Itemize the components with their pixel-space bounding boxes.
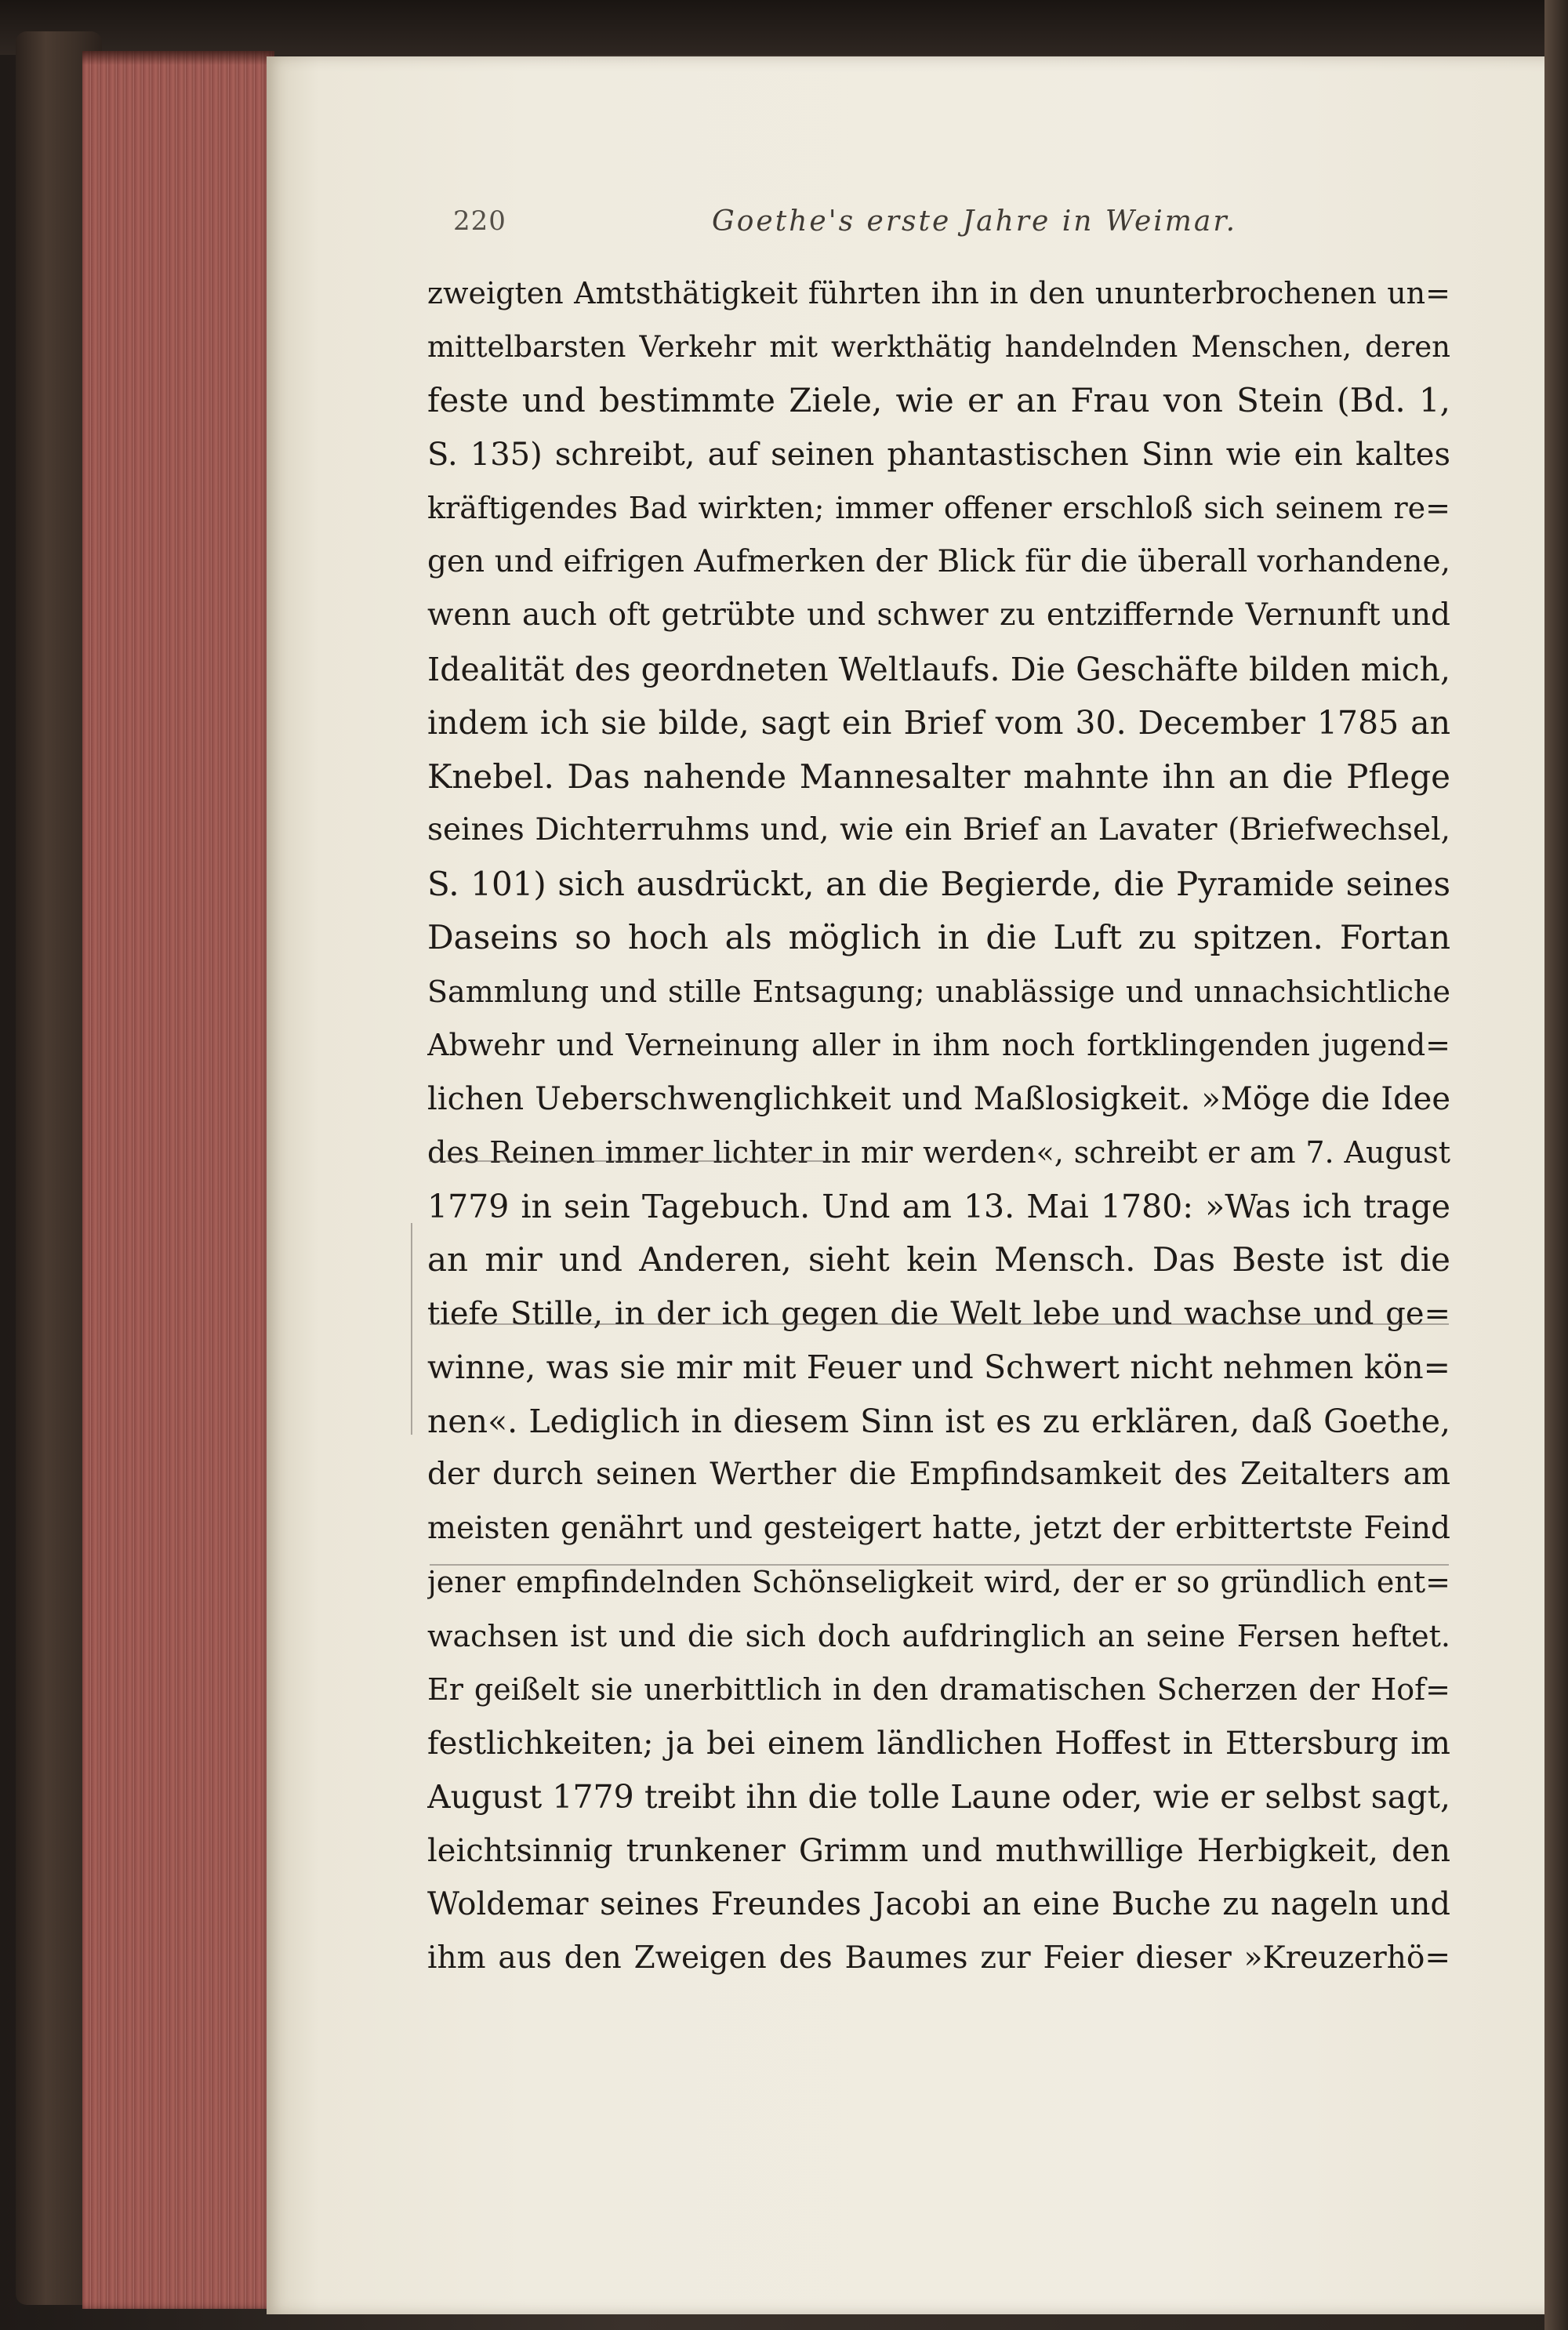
text-line: Woldemar seines Freundes Jacobi an eine Buche zu nageln und (427, 1886, 1450, 1922)
text-line: winne, was sie mir mit Feuer und Schwert nicht nehmen kön= (427, 1348, 1450, 1386)
page-header (453, 205, 1245, 252)
text-line: mittelbarsten Verkehr mit werkthätig handelnden Menschen, deren (427, 329, 1450, 364)
body-text (427, 267, 1450, 1985)
page-fore-edge (82, 51, 274, 2309)
text-line: nen«. Lediglich in diesem Sinn ist es zu erklären, daß Goethe, (427, 1402, 1450, 1440)
text-line: festlichkeiten; ja bei einem ländlichen Hoffest in Ettersburg im (427, 1725, 1450, 1762)
text-line: S. 135) schreibt, auf seinen phantastischen Sinn wie ein kaltes (427, 436, 1450, 473)
running-title: Goethe's erste Jahre in Weimar. (712, 205, 1238, 238)
text-line: meisten genährt und gesteigert hatte, jetzt der erbittertste Feind (427, 1510, 1450, 1546)
text-line: jener empfindelnden Schönseligkeit wird, der er so gründlich ent= (427, 1565, 1450, 1599)
text-line: Sammlung und stille Entsagung; unablässige und unnachsichtliche (427, 974, 1450, 1009)
text-line: Daseins so hoch als möglich in die Luft zu spitzen. Fortan (427, 918, 1450, 956)
text-line: indem ich sie bilde, sagt ein Brief vom 30. December 1785 an (427, 704, 1450, 742)
text-line: lichen Ueberschwenglichkeit und Maßlosigkeit. »Möge die Idee (427, 1080, 1450, 1117)
text-line: Idealität des geordneten Weltlaufs. Die Geschäfte bilden mich, (427, 650, 1450, 688)
text-line: feste und bestimmte Ziele, wie er an Frau von Stein (Bd. 1, (427, 381, 1450, 419)
pencil-underline (430, 1323, 1449, 1325)
text-line: leichtsinnig trunkener Grimm und muthwillige Herbigkeit, den (427, 1832, 1450, 1869)
page-number: 220 (453, 205, 506, 237)
text-line: August 1779 treibt ihn die tolle Laune oder, wie er selbst sagt, (427, 1778, 1450, 1816)
pencil-underline (430, 1564, 1449, 1566)
pencil-margin-bracket (411, 1223, 412, 1435)
text-line: Knebel. Das nahende Mannesalter mahnte ihn an die Pflege (427, 757, 1450, 796)
text-line: wenn auch oft getrübte und schwer zu entziffernde Vernunft und (427, 597, 1450, 633)
text-line: tiefe Stille, in der ich gegen die Welt lebe und wachse und ge= (427, 1295, 1450, 1332)
text-line: Abwehr und Verneinung aller in ihm noch fortklingenden jugend= (427, 1028, 1450, 1062)
text-line: wachsen ist und die sich doch aufdringlich an seine Fersen heftet. (427, 1618, 1450, 1653)
text-line: 1779 in sein Tagebuch. Und am 13. Mai 1780: »Was ich trage (427, 1187, 1450, 1225)
text-line: gen und eifrigen Aufmerken der Blick für die überall vorhandene, (427, 543, 1450, 579)
text-line: S. 101) sich ausdrückt, an die Begierde, die Pyramide seines (427, 864, 1450, 903)
pencil-underline (430, 1160, 837, 1162)
text-line: kräftigendes Bad wirkten; immer offener erschloß sich seinem re= (427, 491, 1450, 525)
text-line: an mir und Anderen, sieht kein Mensch. Das Beste ist die (427, 1240, 1450, 1279)
text-line: Er geißelt sie unerbittlich in den dramatischen Scherzen der Hof= (427, 1672, 1450, 1707)
binding-edge (1544, 0, 1568, 2330)
background-strip (0, 0, 1568, 55)
text-line: der durch seinen Werther die Empfindsamkeit des Zeitalters am (427, 1457, 1450, 1492)
text-line: zweigten Amtsthätigkeit führten ihn in den ununterbrochenen un= (427, 276, 1450, 310)
text-line: ihm aus den Zweigen des Baumes zur Feier dieser »Kreuzerhö= (427, 1940, 1450, 1976)
text-line: des Reinen immer lichter in mir werden«, schreibt er am 7. August (427, 1135, 1450, 1170)
text-line: seines Dichterruhms und, wie ein Brief an Lavater (Briefwechsel, (427, 812, 1450, 847)
